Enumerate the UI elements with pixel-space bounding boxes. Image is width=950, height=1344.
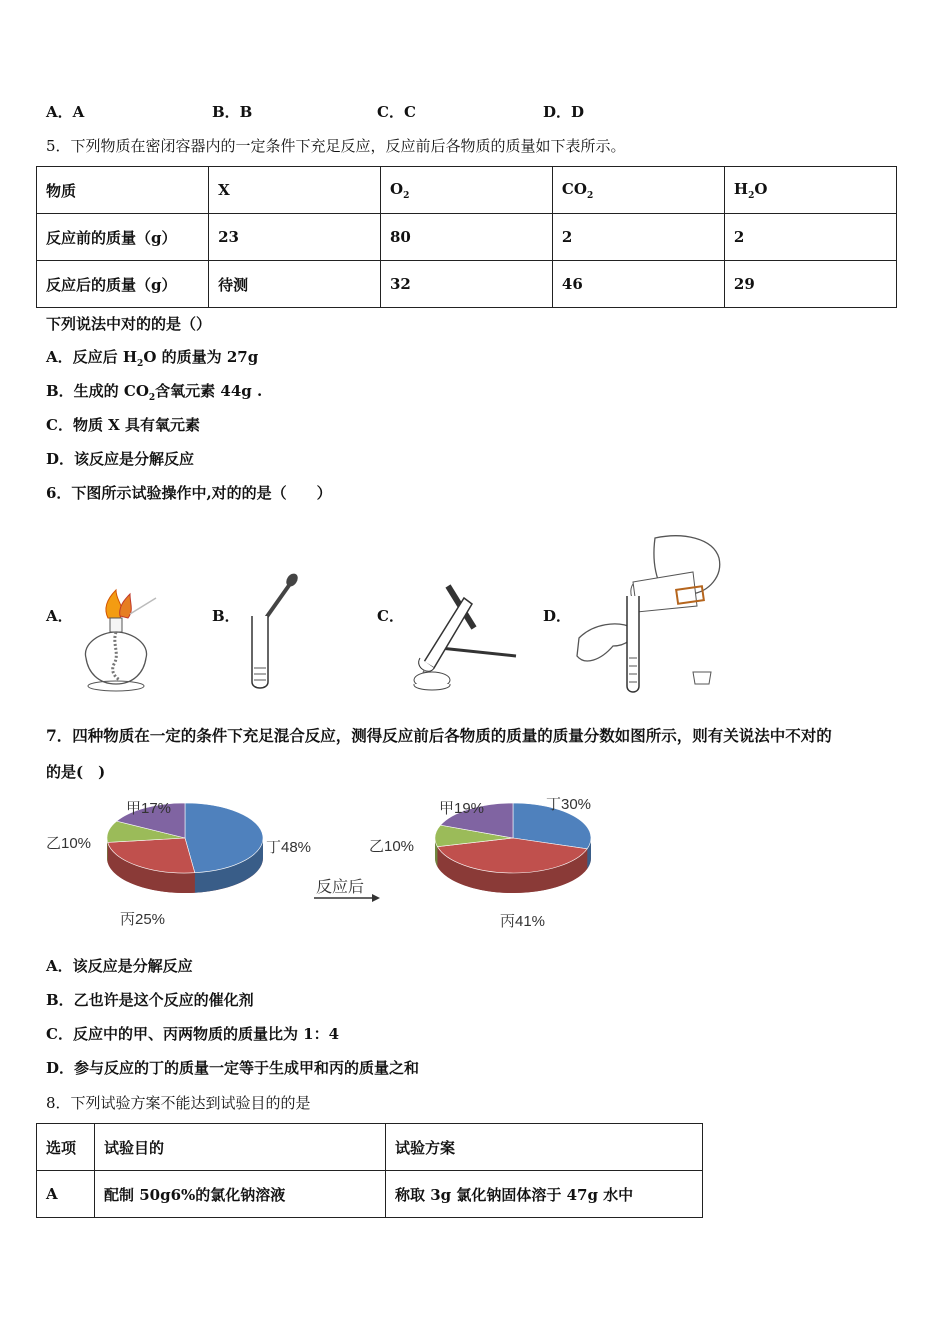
table-row — [37, 214, 897, 261]
q7-option-d: D．参与反应的丁的质量一定等于生成甲和丙的质量之和 — [46, 1059, 420, 1077]
table-cell: 试验方案 — [386, 1124, 703, 1171]
table-cell: 2 — [552, 214, 724, 261]
q5-option-a: A．反应后 $H_2O$ 的质量为 27g — [46, 348, 259, 369]
alcohol-lamp-image — [72, 588, 162, 696]
q5-option-c: C．物质 X 具有氧元素 — [46, 416, 201, 434]
q7-option-b: B．乙也许是这个反应的催化剂 — [46, 991, 254, 1009]
table-cell: $H_2O$ — [724, 167, 896, 214]
table-cell: 试验目的 — [95, 1124, 386, 1171]
table-cell: 选项 — [37, 1124, 95, 1171]
arrow-label: 反应后 — [316, 879, 365, 896]
table-cell: 反应后的质量（g） — [37, 261, 209, 308]
q5-option-b: B．生成的 $CO_2$含氧元素 44g . — [46, 382, 263, 403]
q8-stem: 8．下列试验方案不能达到试验目的的是 — [46, 1094, 311, 1112]
q6-label-b: B． — [212, 607, 240, 625]
pie2-label-jia: 甲19% — [439, 800, 485, 817]
dropper-test-tube-image — [240, 570, 310, 696]
q6-label-d: D． — [543, 607, 572, 625]
table-cell: 46 — [552, 261, 724, 308]
pie2-label-bing: 丙41% — [500, 913, 546, 930]
table-cell: 物质 — [37, 167, 209, 214]
pie1-label-ding: 丁48% — [266, 839, 312, 856]
pie2-label-ding: 丁30% — [546, 796, 592, 813]
table-cell: 待测 — [209, 261, 381, 308]
table-cell: X — [209, 167, 381, 214]
q7-stem-line1: 7．四种物质在一定的条件下充足混合反应，测得反应前后各物质的质量的质量分数如图所示，则有关说法中不对的 — [46, 726, 832, 745]
q7-stem-line2: 的是( ) — [46, 763, 106, 781]
table-cell: 配制 50g6%的氯化钠溶液 — [95, 1171, 386, 1218]
table-cell: 反应前的质量（g） — [37, 214, 209, 261]
q5-question: 下列说法中对的的是（） — [46, 315, 212, 333]
table-row — [37, 1171, 703, 1218]
table-row — [37, 261, 897, 308]
q7-option-a: A．该反应是分解反应 — [46, 957, 193, 975]
table-cell: 称取 3g 氯化钠固体溶于 47g 水中 — [386, 1171, 703, 1218]
q8-table — [36, 1123, 703, 1218]
pie1-label-yi: 乙10% — [46, 835, 92, 852]
pie1-label-bing: 丙25% — [120, 911, 166, 928]
q4-option-c: C．C — [377, 103, 416, 121]
arrow-right-icon — [314, 892, 380, 904]
pie1-label-jia: 甲17% — [126, 800, 172, 817]
q6-label-a: A． — [46, 607, 73, 625]
pouring-liquid-image — [573, 528, 725, 698]
table-cell: A — [37, 1171, 95, 1218]
table-cell: 2 — [724, 214, 896, 261]
q7-option-c: C．反应中的甲、丙两物质的质量比为 1：4 — [46, 1025, 340, 1043]
heating-test-tube-image — [404, 578, 522, 696]
q6-label-c: C． — [377, 607, 404, 625]
q4-option-b: B．B — [212, 103, 253, 121]
q4-option-a: A．A — [46, 103, 85, 121]
q5-table — [36, 166, 897, 308]
table-cell: 23 — [209, 214, 381, 261]
q4-option-d: D．D — [543, 103, 585, 121]
table-cell: 80 — [381, 214, 553, 261]
pie2-label-yi: 乙10% — [369, 838, 415, 855]
table-cell: $CO_2$ — [552, 167, 724, 214]
q6-stem: 6．下图所示试验操作中,对的的是（ ） — [46, 484, 332, 502]
table-cell: 29 — [724, 261, 896, 308]
q5-stem: 5．下列物质在密闭容器内的一定条件下充足反应，反应前后各物质的质量如下表所示。 — [46, 137, 626, 155]
table-row — [37, 167, 897, 214]
q5-option-d: D．该反应是分解反应 — [46, 450, 195, 468]
table-cell: 32 — [381, 261, 553, 308]
table-cell: $O_2$ — [381, 167, 553, 214]
table-row — [37, 1124, 703, 1171]
